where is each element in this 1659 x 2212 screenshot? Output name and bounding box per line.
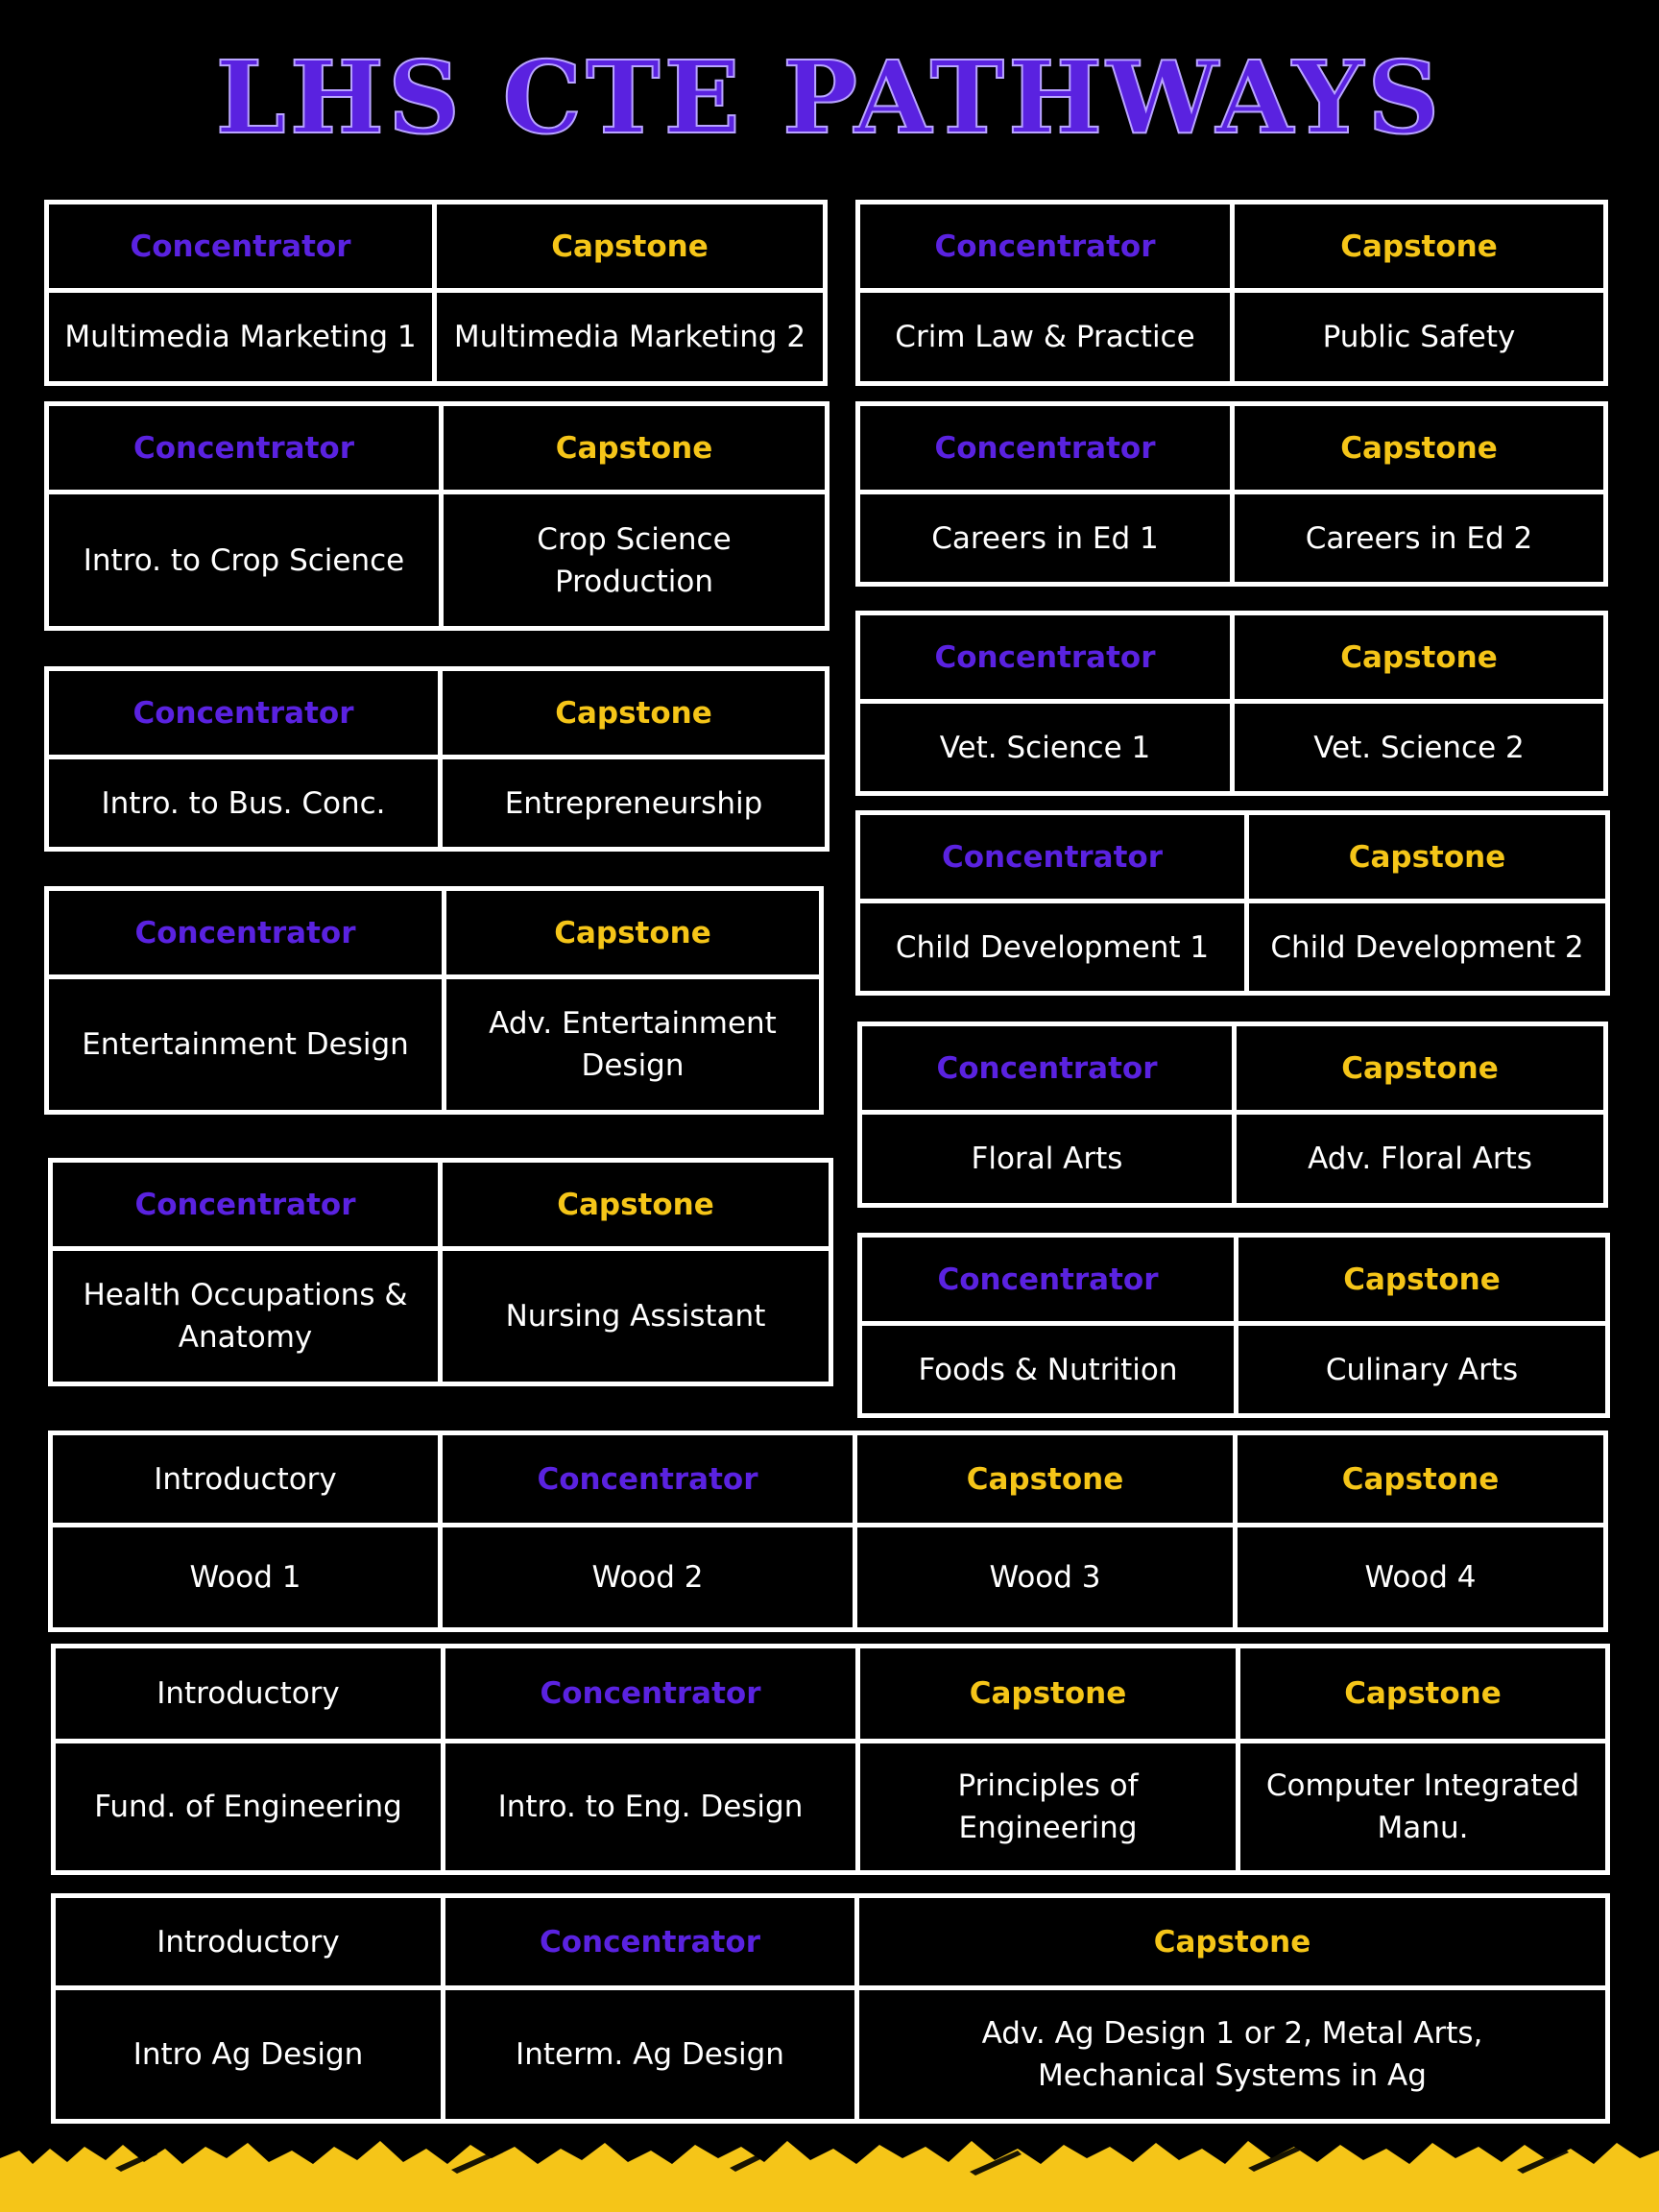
concentrator-header: Concentrator <box>862 1238 1238 1326</box>
concentrator-course: Child Development 1 <box>860 903 1249 991</box>
capstone-header: Capstone <box>1235 406 1603 494</box>
introductory-course: Intro Ag Design <box>56 1990 445 2119</box>
pathway-table-vet-science <box>855 611 1608 796</box>
capstone-course: Culinary Arts <box>1325 1352 1519 1387</box>
concentrator-course: Intro. to Crop Science <box>49 494 444 626</box>
pathway-table-ag-design <box>51 1893 1610 2124</box>
concentrator-course: Intro. to Bus. Conc. <box>49 759 443 847</box>
capstone-course: Principles of Engineering <box>860 1743 1240 1870</box>
concentrator-header: Concentrator <box>445 1898 859 1990</box>
capstone-header: Capstone <box>1240 1648 1605 1743</box>
concentrator-course: Multimedia Marketing 1 <box>49 293 437 381</box>
footer-brush-stroke <box>0 2129 1659 2212</box>
capstone-course: Adv. Floral Arts <box>1308 1142 1532 1176</box>
capstone-header: Capstone <box>1238 1238 1605 1326</box>
introductory-course: Fund. of Engineering <box>56 1743 445 1870</box>
introductory-header: Introductory <box>53 1435 443 1527</box>
pathway-table-child-development <box>855 810 1610 996</box>
pathway-table-foods-nutrition <box>857 1233 1610 1418</box>
concentrator-course: Floral Arts <box>862 1115 1237 1203</box>
capstone-header: Capstone <box>437 204 823 293</box>
pathway-table-entertainment-design <box>44 886 824 1115</box>
capstone-course: Public Safety <box>1322 320 1516 354</box>
capstone-header: Capstone <box>444 406 825 494</box>
introductory-course: Wood 1 <box>53 1527 443 1627</box>
capstone-header: Capstone <box>1235 204 1603 293</box>
concentrator-header: Concentrator <box>49 204 437 293</box>
concentrator-course: Entertainment Design <box>49 979 446 1110</box>
concentrator-course: Wood 2 <box>443 1527 857 1627</box>
introductory-header: Introductory <box>56 1898 445 1990</box>
capstone-header: Capstone <box>1237 1026 1603 1115</box>
concentrator-course: Vet. Science 1 <box>860 704 1235 791</box>
capstone-course: Adv. Entertainment Design <box>489 1006 777 1083</box>
pathway-table-health-occupations <box>48 1158 833 1386</box>
page-title: LHS CTE PATHWAYS <box>215 38 1444 156</box>
capstone-header: Capstone <box>1249 815 1605 903</box>
concentrator-header: Concentrator <box>53 1163 443 1251</box>
capstone-course: Wood 4 <box>1364 1560 1477 1595</box>
pathway-table-engineering <box>51 1644 1610 1875</box>
capstone-course: Multimedia Marketing 2 <box>453 320 806 354</box>
concentrator-header: Concentrator <box>860 406 1235 494</box>
capstone-course: Crop Science Production <box>537 521 732 599</box>
capstone-header: Capstone <box>857 1435 1238 1527</box>
capstone-course: Adv. Ag Design 1 or 2, Metal Arts, Mechanical Systems in Ag <box>981 2016 1483 2093</box>
concentrator-course: Health Occupations & Anatomy <box>53 1251 443 1382</box>
concentrator-header: Concentrator <box>49 406 444 494</box>
concentrator-course: Intro. to Eng. Design <box>445 1743 860 1870</box>
concentrator-header: Concentrator <box>860 204 1235 293</box>
concentrator-course: Careers in Ed 1 <box>860 494 1235 582</box>
pathway-table-careers-in-ed <box>855 401 1608 587</box>
capstone-header: Capstone <box>443 671 825 759</box>
capstone-course: Child Development 2 <box>1270 929 1584 965</box>
capstone-course: Vet. Science 2 <box>1313 730 1525 765</box>
concentrator-header: Concentrator <box>862 1026 1237 1115</box>
concentrator-header: Concentrator <box>860 815 1249 903</box>
pathway-table-wood <box>48 1431 1608 1632</box>
concentrator-header: Concentrator <box>443 1435 857 1527</box>
introductory-header: Introductory <box>56 1648 445 1743</box>
concentrator-header: Concentrator <box>445 1648 860 1743</box>
capstone-course: Entrepreneurship <box>504 785 763 821</box>
capstone-course: Computer Integrated Manu. <box>1265 1768 1580 1845</box>
pathway-table-floral-arts <box>857 1022 1608 1208</box>
pathway-table-crop-science <box>44 401 830 631</box>
concentrator-header: Concentrator <box>860 615 1235 704</box>
capstone-header: Capstone <box>859 1898 1605 1990</box>
concentrator-course: Interm. Ag Design <box>445 1990 859 2119</box>
capstone-course: Careers in Ed 2 <box>1305 520 1533 556</box>
pathway-table-business <box>44 666 830 852</box>
pathway-table-multimedia-marketing <box>44 200 828 386</box>
pathway-table-criminal-law <box>855 200 1608 386</box>
capstone-header: Capstone <box>1235 615 1603 704</box>
capstone-course: Wood 3 <box>857 1527 1238 1627</box>
capstone-header: Capstone <box>1238 1435 1603 1527</box>
concentrator-header: Concentrator <box>49 671 443 759</box>
capstone-header: Capstone <box>443 1163 829 1251</box>
concentrator-course: Foods & Nutrition <box>862 1326 1238 1413</box>
concentrator-header: Concentrator <box>49 891 446 979</box>
concentrator-course: Crim Law & Practice <box>860 293 1235 381</box>
capstone-course: Nursing Assistant <box>505 1299 766 1334</box>
capstone-header: Capstone <box>446 891 819 979</box>
capstone-header: Capstone <box>860 1648 1240 1743</box>
